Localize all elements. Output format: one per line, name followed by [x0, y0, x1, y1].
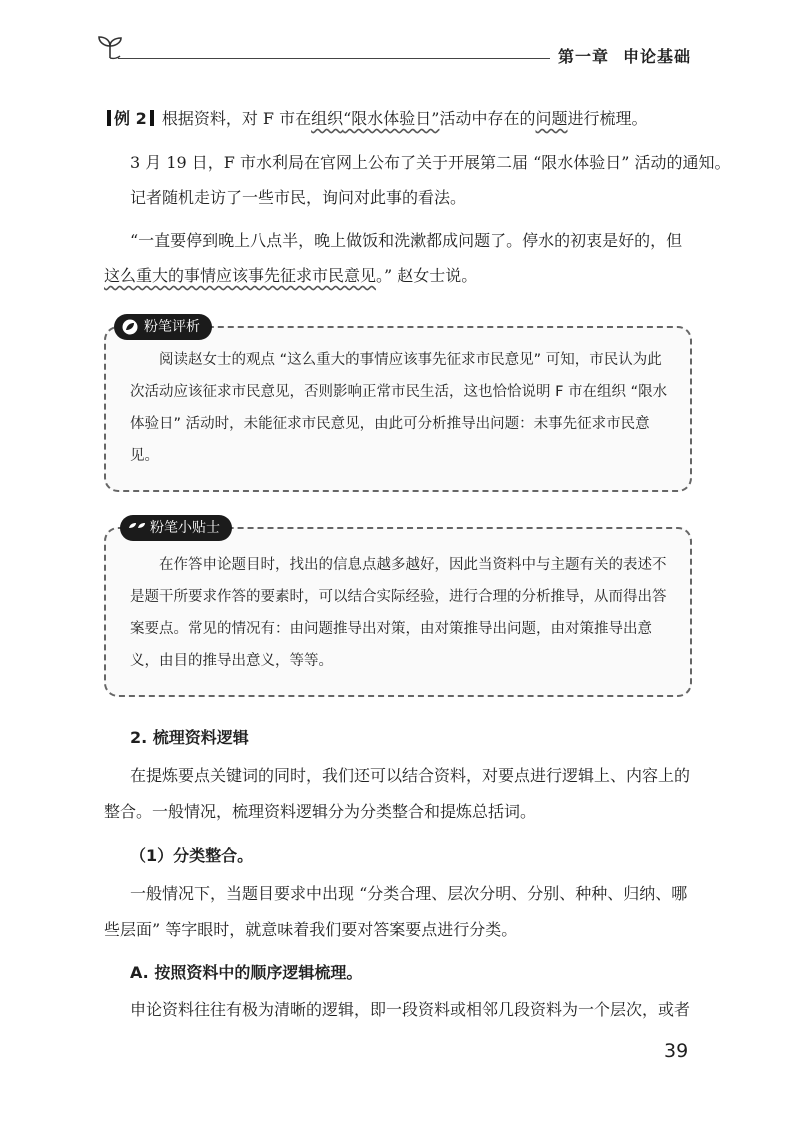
header-rule [118, 58, 550, 59]
material-keyword: 这么重大的事情应该事先征求市民意见 [104, 266, 377, 285]
question-text-mid: 活动中存在的 [439, 109, 536, 128]
material-line-3: “一直要停到晚上八点半，晚上做饭和洗漱都成问题了。停水的初衷是好的，但 [130, 231, 683, 250]
section-para-1-line-1: 在提炼要点关键词的同时，我们还可以结合资料，对要点进行逻辑上、内容上的 [130, 766, 691, 785]
tips-box [104, 520, 692, 697]
question-text-pre: 根据资料，对 F 市在 [161, 109, 312, 128]
double-leaf-icon [128, 520, 146, 536]
example-label: 例 2 [114, 109, 147, 128]
tips-tag-label: 粉笔小贴士 [150, 520, 220, 536]
page-number: 39 [664, 1040, 689, 1062]
running-header [558, 44, 691, 67]
analysis-box [104, 319, 692, 492]
material-line-1: 3 月 19 日，F 市水利局在官网上公布了关于开展第二届 “限水体验日” 活动的通知。 [130, 153, 731, 172]
subsection-heading-a: A. 按照资料中的顺序逻辑梳理。 [130, 963, 363, 982]
section-para-2-line-2: 些层面” 等字眼时，就意味着我们要对答案要点进行分类。 [104, 920, 518, 939]
section-para-3-line-1: 申论资料往往有极为清晰的逻辑，即一段资料或相邻几段资料为一个层次，或者 [130, 1000, 691, 1019]
tips-tag [120, 515, 232, 541]
section-para-1-line-2: 整合。一般情况，梳理资料逻辑分为分类整合和提炼总括词。 [104, 802, 537, 821]
analysis-tag [114, 314, 212, 340]
leaf-icon [122, 319, 138, 335]
label-bar-right [150, 110, 154, 126]
tips-text: 在作答申论题目时，找出的信息点越多越好，因此当资料中与主题有关的表述不是题干所要求作答的要素时，可以结合实际经验，进行合理的分析推导，从而得出答案要点。常见的情况有：由问题推导出对策，由对策推导出问题，由对策推导出意义，由目的推导出意义，等等。 [130, 557, 667, 669]
question-keyword-problem: 问题 [535, 109, 568, 128]
sprout-icon [96, 34, 124, 60]
material-line-4-end: 。” 赵女士说。 [376, 266, 478, 285]
question-keyword-event: “限水体验日” [343, 109, 440, 128]
section-heading: 2. 梳理资料逻辑 [130, 728, 249, 747]
chapter-number: 第一章 [558, 47, 610, 66]
analysis-tag-label: 粉笔评析 [144, 319, 200, 335]
subsection-heading-1: （1）分类整合。 [130, 846, 254, 865]
chapter-title: 申论基础 [623, 47, 692, 66]
question-text-post: 进行梳理。 [567, 109, 648, 128]
material-line-2: 记者随机走访了一些市民，询问对此事的看法。 [130, 188, 467, 207]
example-question [104, 109, 648, 129]
question-keyword-organize: 组织 [311, 109, 344, 128]
section-para-2-line-1: 一般情况下，当题目要求中出现 “分类合理、层次分明、分别、种种、归纳、哪 [130, 884, 688, 903]
analysis-text: 阅读赵女士的观点 “这么重大的事情应该事先征求市民意见” 可知，市民认为此次活动应该征求市民意见，否则影响正常市民生活，这也恰恰说明 F 市在组织 “限水体验日” 活动时，未能征求市民意见，由此可分析推导出问题：未事先征求市民意见。 [130, 352, 668, 464]
material-line-4 [104, 266, 477, 286]
label-bar-left [107, 110, 111, 126]
